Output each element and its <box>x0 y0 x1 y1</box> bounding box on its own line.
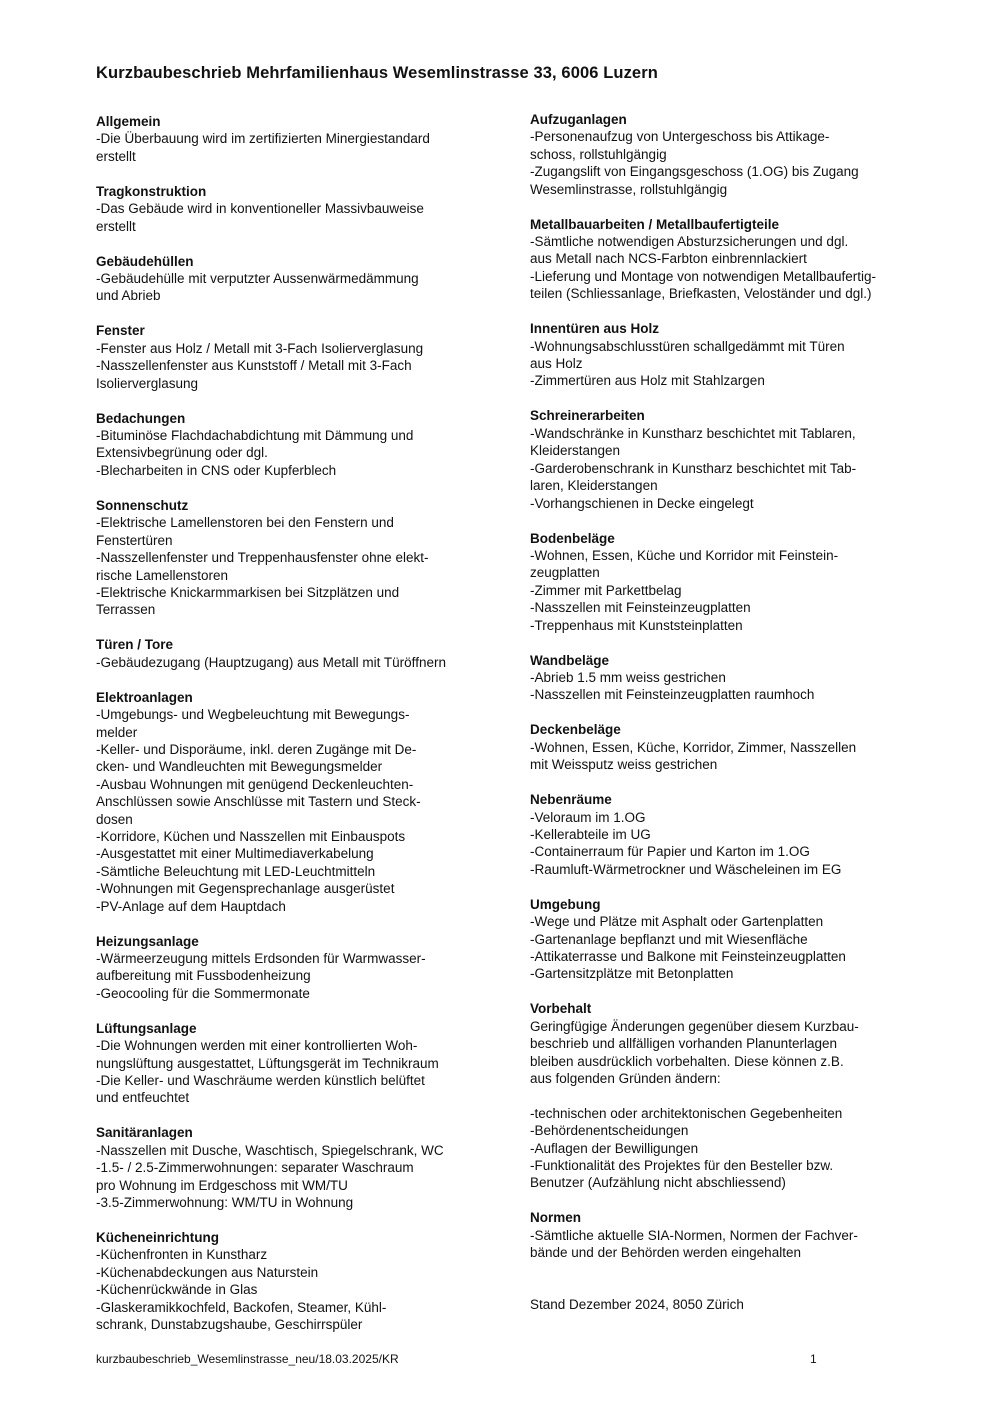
section <box>96 933 488 1003</box>
section-line: -Treppenhaus mit Kunststeinplatten <box>530 617 743 633</box>
section <box>530 1000 915 1191</box>
page-number: 1 <box>810 1352 817 1366</box>
section-line: -technischen oder architektonischen Gegebenheiten <box>530 1105 843 1121</box>
section-line: aus Metall nach NCS-Farbton einbrennlackiert <box>530 251 807 267</box>
section <box>530 320 915 390</box>
section-line: und entfeuchtet <box>96 1090 190 1106</box>
section-heading: Bedachungen <box>96 410 186 426</box>
section-line: -Abrieb 1.5 mm weiss gestrichen <box>530 669 726 685</box>
section <box>96 183 488 235</box>
section-heading: Umgebung <box>530 896 601 912</box>
section <box>96 1124 488 1211</box>
section <box>530 791 915 878</box>
section-line: teilen (Schliessanlage, Briefkasten, Veloständer und dgl.) <box>530 286 872 302</box>
section-line: -Korridore, Küchen und Nasszellen mit Einbauspots <box>96 828 406 844</box>
section <box>96 689 488 915</box>
section-line: -Garderobenschrank in Kunstharz beschichtet mit Tab- <box>530 460 857 476</box>
page-title: Kurzbaubeschrieb Mehrfamilienhaus Wesemlinstrasse 33, 6006 Luzern <box>96 64 658 82</box>
section-line: Anschlüssen sowie Anschlüsse mit Tastern und Steck- <box>96 794 421 810</box>
section-line: aus Holz <box>530 356 583 372</box>
section-line: -Nasszellenfenster und Treppenhausfenster ohne elekt- <box>96 550 429 566</box>
section-line: erstellt <box>96 218 136 234</box>
section-heading: Sanitäranlagen <box>96 1125 193 1141</box>
section-line: -Elektrische Lamellenstoren bei den Fenstern und <box>96 515 394 531</box>
section-line: -Geocooling für die Sommermonate <box>96 985 310 1001</box>
section-line: -Wohnungsabschlusstüren schallgedämmt mit Türen <box>530 338 845 354</box>
section-heading: Heizungsanlage <box>96 933 199 949</box>
section-line: -Die Wohnungen werden mit einer kontrollierten Woh- <box>96 1038 418 1054</box>
section-line: -Containerraum für Papier und Karton im 1.OG <box>530 844 810 860</box>
section-line: aufbereitung mit Fussbodenheizung <box>96 968 311 984</box>
section-line: Kleiderstangen <box>530 443 621 459</box>
section-heading: Fenster <box>96 323 145 339</box>
section-line: -Gebäudehülle mit verputzter Aussenwärmedämmung <box>96 271 419 287</box>
section-heading: Elektroanlagen <box>96 689 193 705</box>
section-line: -Auflagen der Bewilligungen <box>530 1140 699 1156</box>
section-line: bleiben ausdrücklich vorbehalten. Diese können z.B. <box>530 1053 844 1069</box>
section-heading: Wandbeläge <box>530 652 610 668</box>
section-heading: Aufzuganlagen <box>530 112 627 127</box>
section-line: -Fenster aus Holz / Metall mit 3-Fach Isolierverglasung <box>96 340 424 356</box>
section-line: -Raumluft-Wärmetrockner und Wäscheleinen im EG <box>530 861 842 877</box>
section-line: -Sämtliche aktuelle SIA-Normen, Normen der Fachver- <box>530 1227 858 1243</box>
section-line: -Küchenrückwände in Glas <box>96 1282 258 1298</box>
section-line: Benutzer (Aufzählung nicht abschliessend) <box>530 1175 786 1191</box>
section-line: zeugplatten <box>530 565 600 581</box>
section-heading: Normen <box>530 1210 582 1226</box>
section <box>530 111 915 198</box>
section-line: schrank, Dunstabzugshaube, Geschirrspüler <box>96 1317 363 1333</box>
section <box>96 1229 488 1333</box>
section-heading: Lüftungsanlage <box>96 1020 197 1036</box>
section-line: -Nasszellen mit Dusche, Waschtisch, Spiegelschrank, WC <box>96 1142 444 1158</box>
section-line: laren, Kleiderstangen <box>530 478 658 494</box>
section-line: Isolierverglasung <box>96 375 199 391</box>
section-line: -Die Keller- und Waschräume werden künstlich belüftet <box>96 1073 425 1089</box>
section-line: -Lieferung und Montage von notwendigen Metallbaufertig- <box>530 268 876 284</box>
section <box>96 113 488 165</box>
section-line: -Umgebungs- und Wegbeleuchtung mit Bewegungs- <box>96 707 410 723</box>
section-line: -Zimmertüren aus Holz mit Stahlzargen <box>530 373 765 389</box>
section-line: -1.5- / 2.5-Zimmerwohnungen: separater Waschraum <box>96 1160 414 1176</box>
section-line: Fenstertüren <box>96 532 173 548</box>
section-line: -Behördenentscheidungen <box>530 1123 689 1139</box>
section-line: mit Weissputz weiss gestrichen <box>530 757 718 773</box>
section-heading: Gebäudehüllen <box>96 253 194 269</box>
section-line: -Wärmeerzeugung mittels Erdsonden für Warmwasser- <box>96 951 426 966</box>
section-line: -Gebäudezugang (Hauptzugang) aus Metall mit Türöffnern <box>96 654 446 670</box>
section-heading: Tragkonstruktion <box>96 183 207 199</box>
section-line: -Sämtliche Beleuchtung mit LED-Leuchtmitteln <box>96 863 376 879</box>
section-line: -PV-Anlage auf dem Hauptdach <box>96 898 286 914</box>
section-line: -Personenaufzug von Untergeschoss bis Attikage- <box>530 129 830 145</box>
section-line: -Keller- und Disporäume, inkl. deren Zugänge mit De- <box>96 741 417 757</box>
section-heading: Metallbauarbeiten / Metallbaufertigteile <box>530 216 780 232</box>
section <box>530 530 915 634</box>
section-line: -Blecharbeiten in CNS oder Kupferblech <box>96 462 337 478</box>
section-line: -Wohnen, Essen, Küche und Korridor mit Feinstein- <box>530 547 839 563</box>
section-line: -Zugangslift von Eingangsgeschoss (1.OG) bis Zugang <box>530 164 859 180</box>
section-line: -Bituminöse Flachdachabdichtung mit Dämmung und <box>96 428 414 444</box>
section-heading: Bodenbeläge <box>530 530 615 546</box>
section-line: -Sämtliche notwendigen Absturzsicherungen und dgl. <box>530 234 849 250</box>
section-heading: Sonnenschutz <box>96 497 189 513</box>
section-line: -Nasszellenfenster aus Kunststoff / Metall mit 3-Fach <box>96 358 412 374</box>
section-heading: Allgemein <box>96 114 161 129</box>
section-line: -Veloraum im 1.OG <box>530 809 646 825</box>
section-line: erstellt <box>96 148 136 164</box>
section <box>530 652 915 704</box>
section-line: -Gartensitzplätze mit Betonplatten <box>530 966 734 982</box>
section <box>530 216 915 303</box>
left-column <box>96 113 488 1351</box>
section-line: -Ausbau Wohnungen mit genügend Deckenleuchten- <box>96 776 414 792</box>
section-line: -Wege und Plätze mit Asphalt oder Gartenplatten <box>530 914 824 930</box>
section-line: beschrieb und allfälligen vorhanden Planunterlagen <box>530 1036 837 1052</box>
blank-line <box>530 1087 915 1104</box>
section-line: -Die Überbauung wird im zertifizierten Minergiestandard <box>96 131 430 147</box>
section-line: -Gartenanlage bepflanzt und mit Wiesenfläche <box>530 931 808 947</box>
section-line: rische Lamellenstoren <box>96 567 229 583</box>
section-line: schoss, rollstuhlgängig <box>530 146 667 162</box>
section-line: pro Wohnung im Erdgeschoss mit WM/TU <box>96 1177 348 1193</box>
section-heading: Kücheneinrichtung <box>96 1230 220 1246</box>
section-line: bände und der Behörden werden eingehalten <box>530 1245 801 1261</box>
section-line: -Wandschränke in Kunstharz beschichtet mit Tablaren, <box>530 425 856 441</box>
section-line: dosen <box>96 811 133 827</box>
section-line: Wesemlinstrasse, rollstuhlgängig <box>530 181 728 197</box>
section-line: aus folgenden Gründen ändern: <box>530 1071 721 1087</box>
section <box>96 253 488 305</box>
section-line: Geringfügige Änderungen gegenüber diesem Kurzbau- <box>530 1018 859 1034</box>
section <box>530 407 915 511</box>
section-line: -Küchenabdeckungen aus Naturstein <box>96 1264 319 1280</box>
section-line: -Zimmer mit Parkettbelag <box>530 582 682 598</box>
section <box>96 322 488 392</box>
section-heading: Nebenräume <box>530 792 612 808</box>
section <box>530 896 915 983</box>
section-heading: Deckenbeläge <box>530 722 621 738</box>
section-line: und Abrieb <box>96 288 161 304</box>
section-line: -Attikaterrasse und Balkone mit Feinsteinzeugplatten <box>530 949 846 964</box>
section-line: -Kellerabteile im UG <box>530 826 651 842</box>
section-line: cken- und Wandleuchten mit Bewegungsmelder <box>96 759 383 775</box>
section-line: -Funktionalität des Projektes für den Besteller bzw. <box>530 1158 834 1174</box>
section-line: melder <box>96 724 138 740</box>
section-heading: Innentüren aus Holz <box>530 321 660 337</box>
footer-filename: kurzbaubeschrieb_Wesemlinstrasse_neu/18.03.2025/KR <box>96 1352 399 1366</box>
section-line: -Vorhangschienen in Decke eingelegt <box>530 495 754 511</box>
section-line: -Nasszellen mit Feinsteinzeugplatten <box>530 600 751 616</box>
section-line: -Glaskeramikkochfeld, Backofen, Steamer, Kühl- <box>96 1299 387 1315</box>
section-heading: Vorbehalt <box>530 1001 592 1017</box>
section <box>96 497 488 619</box>
section-heading: Türen / Tore <box>96 637 174 653</box>
section-heading: Schreinerarbeiten <box>530 408 645 424</box>
section-line: Extensivbegrünung oder dgl. <box>96 445 268 461</box>
section-line: -Küchenfronten in Kunstharz <box>96 1247 268 1263</box>
section-line: -Wohnungen mit Gegensprechanlage ausgerüstet <box>96 881 395 897</box>
section <box>530 1209 915 1261</box>
right-column <box>530 111 915 1279</box>
section-line: Terrassen <box>96 602 156 618</box>
section <box>530 721 915 773</box>
section-line: -3.5-Zimmerwohnung: WM/TU in Wohnung <box>96 1195 354 1211</box>
stand-note: Stand Dezember 2024, 8050 Zürich <box>530 1297 744 1312</box>
section <box>96 1020 488 1107</box>
section-line: -Nasszellen mit Feinsteinzeugplatten raumhoch <box>530 687 815 703</box>
section-line: nungslüftung ausgestattet, Lüftungsgerät im Technikraum <box>96 1055 439 1071</box>
section-line: -Elektrische Knickarmmarkisen bei Sitzplätzen und <box>96 584 400 600</box>
section-line: -Das Gebäude wird in konventioneller Massivbauweise <box>96 201 424 217</box>
section <box>96 410 488 480</box>
section <box>96 636 488 671</box>
section-line: -Wohnen, Essen, Küche, Korridor, Zimmer, Nasszellen <box>530 739 857 755</box>
section-line: -Ausgestattet mit einer Multimediaverkabelung <box>96 846 374 862</box>
